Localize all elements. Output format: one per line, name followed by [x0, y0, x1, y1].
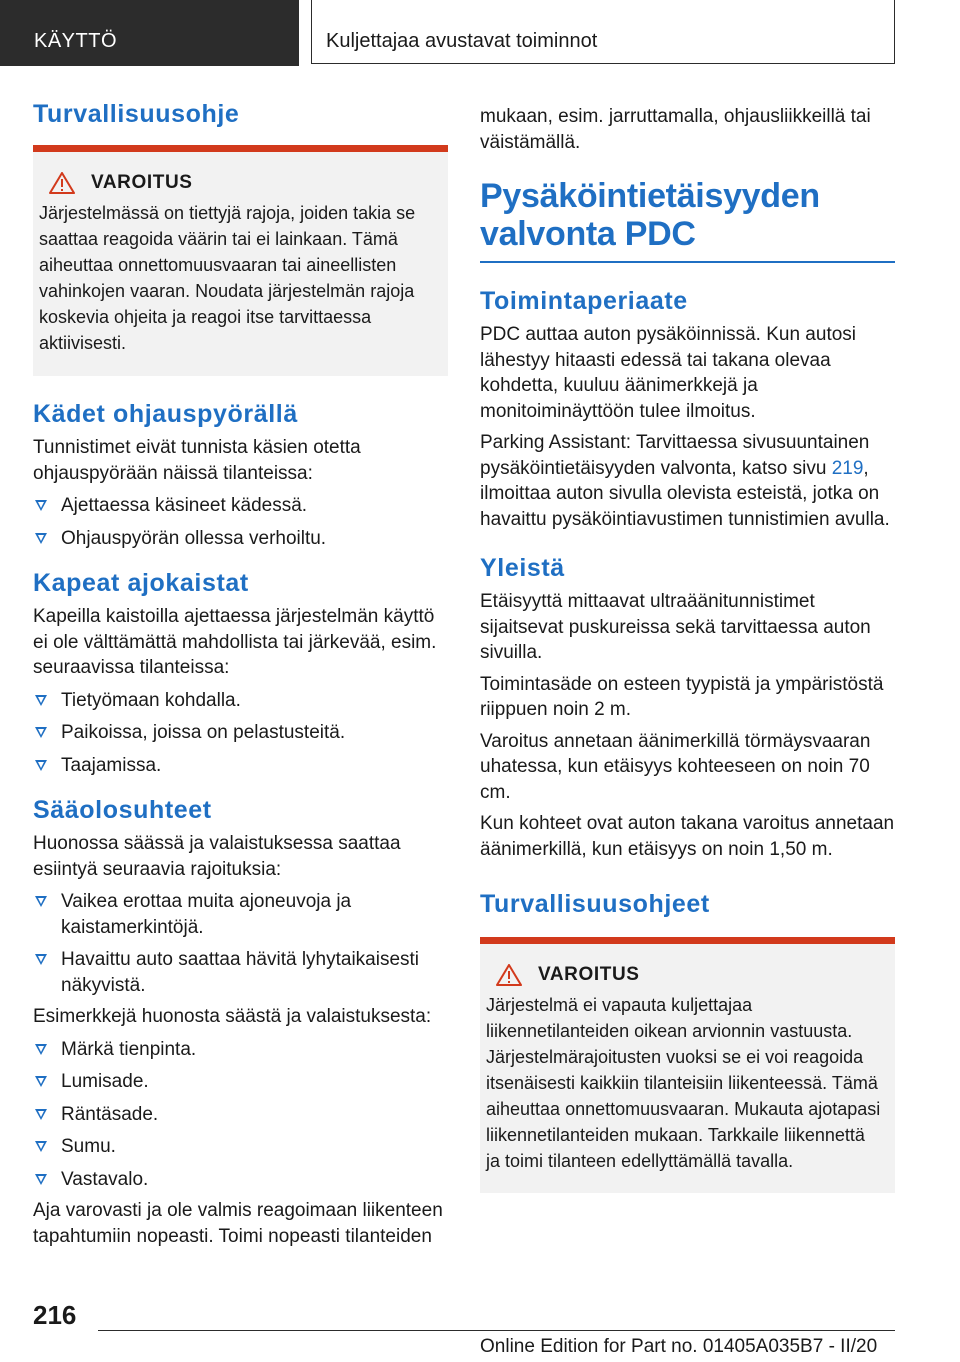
- general-p2: Toimintasäde on esteen tyypistä ja ympäristöstä riippuen noin 2 m.: [480, 673, 884, 720]
- warning-header: [486, 964, 881, 986]
- weather-examples-intro: Esimerkkejä huonosta säästä ja valaistuksesta:: [33, 1006, 432, 1027]
- warning-triangle-icon: [496, 964, 522, 986]
- heading-pdc: Pysäköintietäisyyden valvonta PDC: [480, 177, 895, 263]
- list-item: Märkä tienpinta.: [33, 1037, 448, 1063]
- principle-p1: PDC auttaa auton pysäköinnissä. Kun autosi lähestyy hitaasti edessä tai takana olevaa kohdetta, kuuluu äänimerkkejä ja monitoiminäyttöön tulee ilmoitus.: [480, 324, 857, 422]
- page-header: [0, 0, 960, 66]
- warning-title: VAROITUS: [91, 172, 193, 193]
- section-tab: [0, 0, 299, 66]
- continuation-text: mukaan, esim. jarruttamalla, ohjausliikkeillä tai väistämällä.: [480, 106, 871, 153]
- right-column: [480, 104, 895, 1193]
- bullet-triangle-icon: [35, 533, 47, 544]
- warning-title: VAROITUS: [538, 964, 640, 985]
- list-item: Ajettaessa käsineet kädessä.: [33, 493, 448, 519]
- list-item: Sumu.: [33, 1134, 448, 1160]
- general-p4: Kun kohteet ovat auton takana varoitus annetaan äänimerkillä, kun etäisyys on noin 1,50 m.: [480, 813, 895, 860]
- page-number: 216: [33, 1300, 77, 1330]
- bullet-triangle-icon: [35, 1044, 47, 1055]
- left-column: [33, 100, 448, 1249]
- general-p3: Varoitus annetaan äänimerkillä törmäysvaaran uhatessa, kun etäisyys kohteeseen on noin 70 cm.: [480, 730, 871, 803]
- list-item: Havaittu auto saattaa hävitä lyhytaikaisesti näkyvistä.: [33, 947, 448, 998]
- chapter-tab: [311, 0, 895, 64]
- list-item: Räntäsade.: [33, 1102, 448, 1128]
- bullet-triangle-icon: [35, 760, 47, 771]
- weather-list: [33, 889, 448, 998]
- list-item: Taajamissa.: [33, 753, 448, 779]
- hands-intro: Tunnistimet eivät tunnista käsien otetta ohjauspyörään näissä tilanteissa:: [33, 437, 361, 484]
- lanes-list: [33, 688, 448, 779]
- bullet-triangle-icon: [35, 1076, 47, 1087]
- heading-lanes: Kapeat ajokaistat: [33, 569, 249, 597]
- hands-list: [33, 493, 448, 551]
- list-item: Ohjauspyörän ollessa verhoiltu.: [33, 526, 448, 552]
- lanes-intro: Kapeilla kaistoilla ajettaessa järjestelmän käyttö ei ole välttämättä mahdollista tai järkevää, esim. seuraavissa tilanteissa:: [33, 606, 437, 678]
- warning-text: Järjestelmässä on tiettyjä rajoja, joiden takia se saattaa reagoida väärin tai ei lainkaan. Tämä aiheuttaa onnettomuusvaaran tai aineellisten vahinkojen vaaran. Noudata järjestelmän rajoja koskevia ohjeita ja reagoi itse tarvittaessa aktiivisesti.: [39, 203, 416, 353]
- principle-p2: Parking Assistant: Tarvittaessa sivusuuntainen pysäköintietäisyyden valvonta, katso sivu 219, ilmoittaa auton sivulla olevista esteistä, jotka on havaittu pysäköintiavustimen tunnistimien avulla.: [480, 432, 890, 530]
- heading-safety-notes: Turvallisuusohjeet: [480, 890, 710, 918]
- list-item: Vaikea erottaa muita ajoneuvoja ja kaistamerkintöjä.: [33, 889, 448, 940]
- heading-weather: Sääolosuhteet: [33, 796, 212, 824]
- bullet-triangle-icon: [35, 896, 47, 907]
- general-p1: Etäisyyttä mittaavat ultraäänitunnistimet sijaitsevat puskureissa sekä tarvittaessa auton sivuilla.: [480, 591, 871, 663]
- warning-box-1: [33, 145, 448, 376]
- warning-box-2: [480, 937, 895, 1193]
- closing-text: Aja varovasti ja ole valmis reagoimaan liikenteen tapahtumiin nopeasti. Toimi nopeasti tilanteiden: [33, 1200, 443, 1247]
- heading-general: Yleistä: [480, 554, 565, 582]
- list-item: Lumisade.: [33, 1069, 448, 1095]
- bullet-triangle-icon: [35, 695, 47, 706]
- weather-intro: Huonossa säässä ja valaistuksessa saattaa esiintyä seuraavia rajoituksia:: [33, 833, 401, 880]
- footer-divider: [98, 1330, 895, 1331]
- bullet-triangle-icon: [35, 954, 47, 965]
- heading-hands: Kädet ohjauspyörällä: [33, 400, 298, 428]
- section-label: KÄYTTÖ: [34, 30, 118, 52]
- bullet-triangle-icon: [35, 1109, 47, 1120]
- bullet-triangle-icon: [35, 1174, 47, 1185]
- bullet-triangle-icon: [35, 1141, 47, 1152]
- warning-triangle-icon: [49, 172, 75, 194]
- warning-header: [39, 172, 434, 194]
- warning-text: Järjestelmä ei vapauta kuljettajaa liikennetilanteiden oikean arvionnin vastuusta. Järjestelmärajoitusten vuoksi se ei voi reagoida itsenäisesti kaikkiin tilanteisiin liikenteessä. Tämä aiheuttaa onnettomuusvaaran. Mukauta ajotapasi liikennetilanteiden mukaan. Tarkkaile liikennettä ja toimi tilanteen edellyttämällä tavalla.: [486, 995, 881, 1171]
- edition-text: Online Edition for Part no. 01405A035B7 - II/20: [480, 1336, 878, 1357]
- heading-safety: Turvallisuusohje: [33, 100, 240, 128]
- chapter-label: Kuljettajaa avustavat toiminnot: [326, 30, 598, 52]
- bullet-triangle-icon: [35, 727, 47, 738]
- heading-principle: Toimintaperiaate: [480, 287, 688, 315]
- page-link[interactable]: 219: [831, 457, 864, 479]
- list-item: Vastavalo.: [33, 1167, 448, 1193]
- list-item: Tietyömaan kohdalla.: [33, 688, 448, 714]
- list-item: Paikoissa, joissa on pelastusteitä.: [33, 720, 448, 746]
- weather-examples-list: [33, 1037, 448, 1193]
- bullet-triangle-icon: [35, 500, 47, 511]
